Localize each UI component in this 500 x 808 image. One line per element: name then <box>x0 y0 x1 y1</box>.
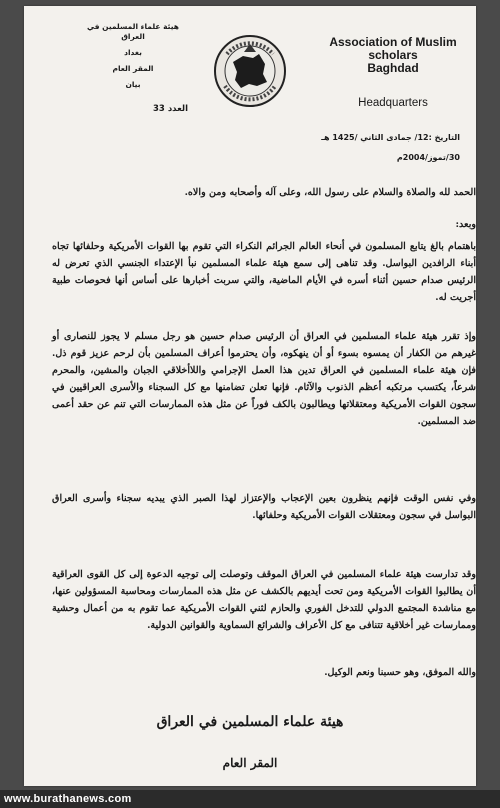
arabic-letterhead <box>78 22 188 120</box>
website-watermark: www.burathanews.com <box>4 793 132 805</box>
org-name-line1: Association of Muslim <box>329 35 457 49</box>
headquarters-label: Headquarters <box>358 97 428 109</box>
date-gregorian: 30/تموز/2004م <box>396 153 460 162</box>
wabad-line: وبعد: <box>455 219 476 230</box>
paragraph-3: وفي نفس الوقت فإنهم ينظرون بعين الإعجاب والإعتزاز لهذا الصبر الذي يبديه سجناء وأسرى العراق البواسل في سجون ومعتقلات القوات الأمريكية وحلفائها. <box>52 493 476 521</box>
signature-org: هيئة علماء المسلمين في العراق <box>156 714 344 730</box>
doc-number: العدد 33 <box>153 104 188 114</box>
org-name-line2: scholars <box>368 48 418 62</box>
city-ar: بغداد <box>124 48 142 57</box>
paragraph-4: وقد تدارست هيئة علماء المسلمين في العراق الموقف وتوصلت إلى توجيه الدعوة إلى كل القوى العراقية أن يطالبوا القوات الأمريكية ومن تحت أيديهم بالكشف عن مثل هذه الممارسات ومحاسبة المسؤولين عنها، مع مناشدة المجتمع الدولي للتدخل الفوري والحازم لثني القوات الأمريكية عما تقوم به من أعمال وحشية وممارسات غير أخلاقية تتنافى مع كل الأعراف والشرائع السماوية والقوانين الدولية. <box>52 569 476 631</box>
opening-line: الحمد لله والصلاة والسلام على رسول الله، وعلى آله وأصحابه ومن والاه. <box>184 187 476 198</box>
closing-line: والله الموفق، وهو حسبنا ونعم الوكيل. <box>324 667 476 678</box>
org-name-line3: Baghdad <box>367 61 419 75</box>
date-hijri: التاريخ :12/ جمادى الثاني /1425 هـ <box>321 133 460 142</box>
english-letterhead <box>318 36 468 109</box>
document-date <box>260 128 460 168</box>
doc-type-ar: بيان <box>125 80 141 89</box>
signature-hq: المقر العام <box>222 756 278 770</box>
hq-ar: المقر العام <box>112 64 154 73</box>
paragraph-2: وإذ تقرر هيئة علماء المسلمين في العراق أن الرئيس صدام حسين هو رجل مسلم لا يجوز للنصارى أو غيرهم من الكفار أن يمسوه بسوء أو أن ينهكوه، وأن يحترموا أعراف المسلمين بأن لرحم عزيز قوم ذل. فإن هيئة علماء المسلمين في العراق تدين هذا العمل الإجرامي واللاأخلاقي الجبان والمشين، والمحرم شرعاً، يكتسب مرتكبه أعظم الذنوب والآثام. فإنها تعلن تضامنها مع كل السجناء والأسرى العراقيين في سجون القوات الأمريكية ومعتقلاتها ويطالبون بالكف فوراً عن مثل هذه الممارسات التي تنم عن حقد أعمى ضد المسلمين. <box>52 331 476 427</box>
paragraph-1: باهتمام بالغ يتابع المسلمون في أنحاء العالم الجرائم النكراء التي تقوم بها القوات الأمريكية وحلفائها تجاه أبناء الرافدين البواسل. وقد تناهى إلى سمع هيئة علماء المسلمين نبأ الإعتداء الجنسي الذي تعرض له الرئيس صدام حسين أثناء أسره في الأيام الماضية، والتي سربت أخبارها على أساس أنها فحوصات طبية أجريت له. <box>52 241 476 303</box>
association-seal-icon <box>213 34 287 108</box>
org-name-ar: هيئة علماء المسلمين في العراق <box>86 22 179 41</box>
